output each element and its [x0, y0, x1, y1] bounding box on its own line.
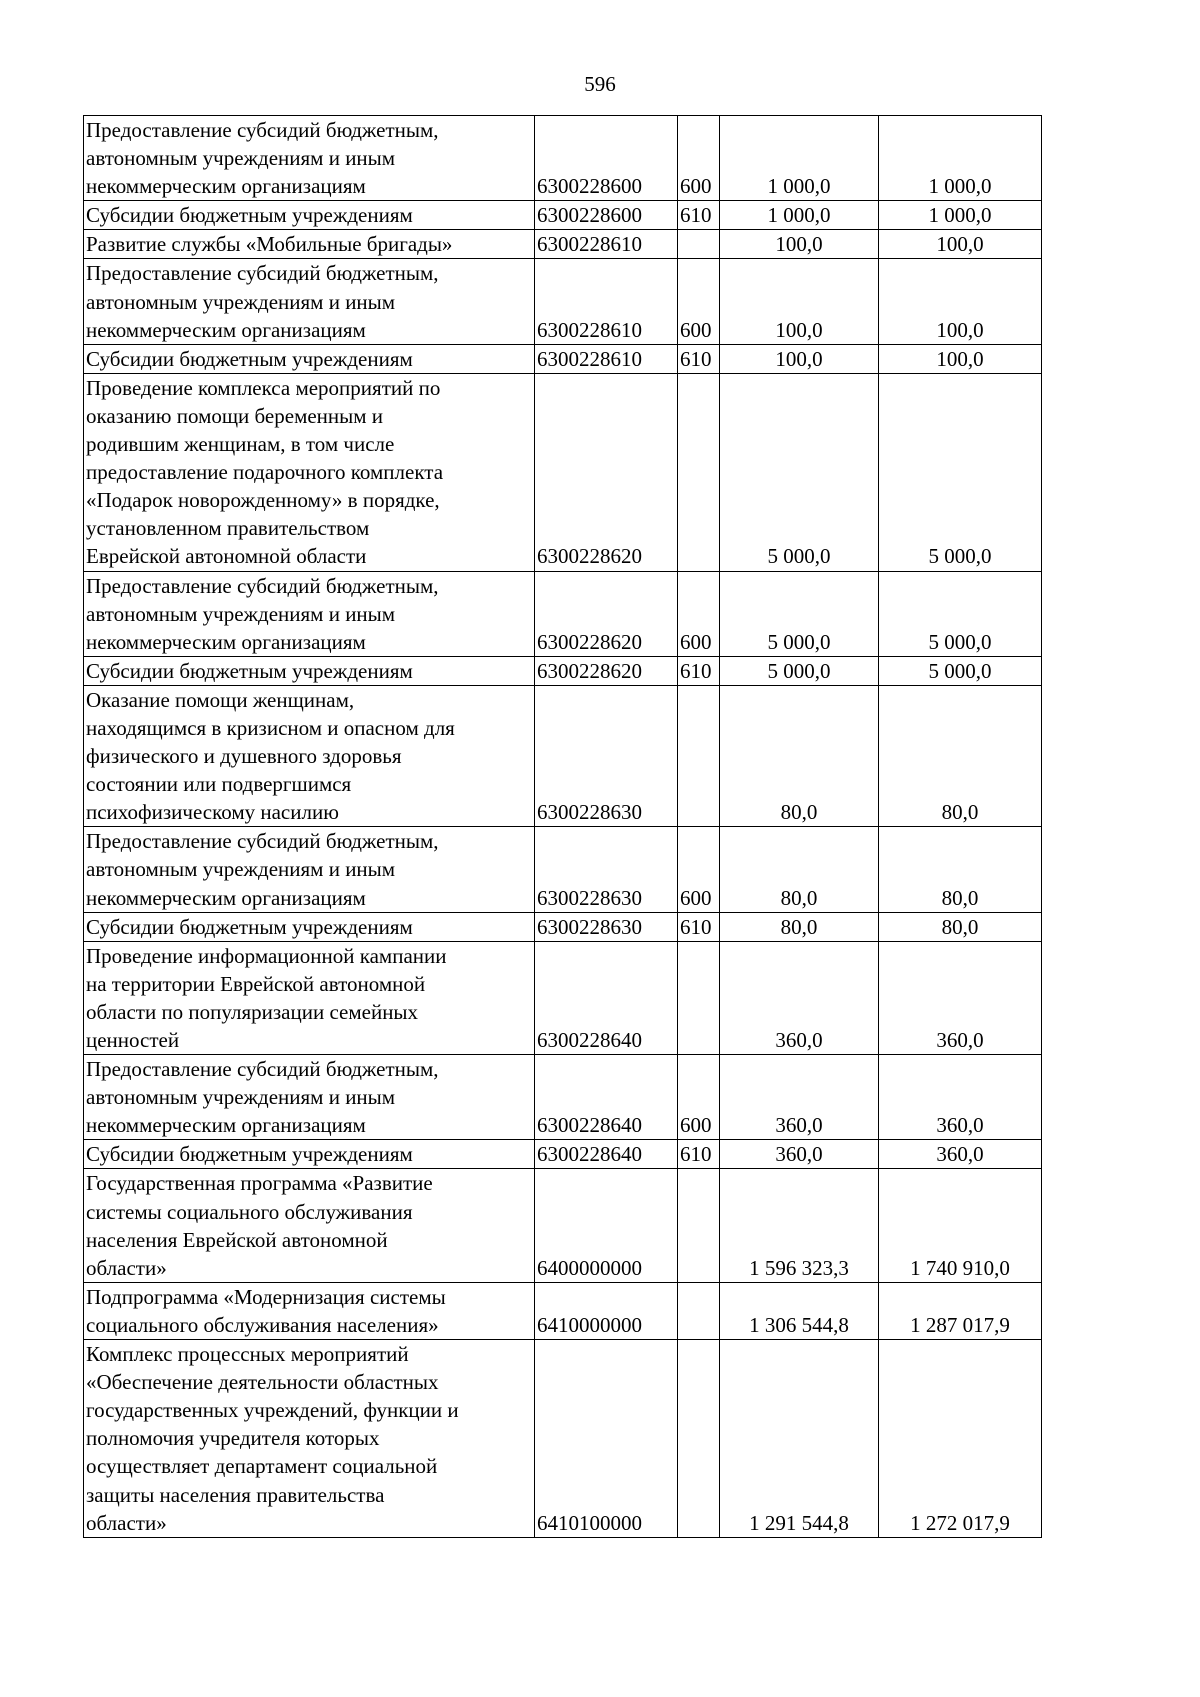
budget-table	[83, 115, 1042, 1538]
expense-name-line: защиты населения правительства	[86, 1482, 385, 1507]
expense-type-cell	[678, 373, 720, 571]
table-row	[84, 373, 1042, 571]
expense-name-line: Предоставление субсидий бюджетным,	[86, 829, 439, 854]
table-row	[84, 1140, 1042, 1169]
amount-year2-cell: 80,0	[879, 685, 1042, 826]
expense-name-line: «Подарок новорожденному» в порядке,	[86, 488, 440, 513]
expense-type-cell: 610	[678, 656, 720, 685]
expense-name-cell	[84, 1055, 535, 1140]
amount-year1-cell: 360,0	[720, 1140, 879, 1169]
expense-type-cell	[678, 685, 720, 826]
target-code-cell: 6400000000	[535, 1169, 678, 1282]
expense-name-cell	[84, 373, 535, 571]
amount-year1-cell: 100,0	[720, 344, 879, 373]
amount-year1-cell: 5 000,0	[720, 373, 879, 571]
expense-name-line: Субсидии бюджетным учреждениям	[86, 658, 413, 683]
amount-year2-cell: 80,0	[879, 912, 1042, 941]
expense-name-line: Субсидии бюджетным учреждениям	[86, 203, 413, 228]
amount-year1-cell: 1 596 323,3	[720, 1169, 879, 1282]
expense-name-line: состоянии или подвергшимся	[86, 772, 352, 797]
amount-year2-cell: 360,0	[879, 1055, 1042, 1140]
expense-name-line: Субсидии бюджетным учреждениям	[86, 914, 413, 939]
amount-year2-cell: 1 000,0	[879, 201, 1042, 230]
target-code-cell: 6300228620	[535, 571, 678, 656]
expense-type-cell: 600	[678, 827, 720, 912]
expense-name-cell	[84, 344, 535, 373]
amount-year1-cell: 1 291 544,8	[720, 1340, 879, 1538]
expense-name-line: «Обеспечение деятельности областных	[86, 1370, 439, 1395]
amount-year1-cell: 360,0	[720, 941, 879, 1054]
expense-type-cell	[678, 230, 720, 259]
expense-name-line: Еврейской автономной области	[86, 544, 367, 569]
amount-year2-cell: 1 740 910,0	[879, 1169, 1042, 1282]
amount-year1-cell: 5 000,0	[720, 571, 879, 656]
target-code-cell: 6300228640	[535, 941, 678, 1054]
budget-table-body	[84, 116, 1042, 1538]
amount-year1-cell: 1 000,0	[720, 201, 879, 230]
expense-name-line: полномочия учредителя которых	[86, 1426, 380, 1451]
expense-name-line: Проведение информационной кампании	[86, 943, 447, 968]
expense-name-line: на территории Еврейской автономной	[86, 971, 426, 996]
table-row	[84, 201, 1042, 230]
expense-type-cell: 600	[678, 116, 720, 201]
expense-name-line: автономным учреждениям и иным	[86, 146, 396, 171]
expense-name-line: области»	[86, 1255, 167, 1280]
target-code-cell: 6300228620	[535, 656, 678, 685]
target-code-cell: 6300228630	[535, 685, 678, 826]
target-code-cell: 6300228620	[535, 373, 678, 571]
amount-year1-cell: 1 000,0	[720, 116, 879, 201]
expense-name-line: Проведение комплекса мероприятий по	[86, 375, 441, 400]
expense-name-line: автономным учреждениям и иным	[86, 857, 396, 882]
expense-name-cell	[84, 116, 535, 201]
expense-name-cell	[84, 259, 535, 344]
expense-type-cell: 610	[678, 912, 720, 941]
expense-name-line: социального обслуживания населения»	[86, 1312, 439, 1337]
table-row	[84, 827, 1042, 912]
expense-name-line: населения Еврейской автономной	[86, 1227, 388, 1252]
expense-name-cell	[84, 1282, 535, 1339]
target-code-cell: 6300228610	[535, 344, 678, 373]
expense-name-cell	[84, 941, 535, 1054]
table-row	[84, 941, 1042, 1054]
expense-name-line: области по популяризации семейных	[86, 999, 419, 1024]
amount-year1-cell: 100,0	[720, 259, 879, 344]
table-row	[84, 230, 1042, 259]
target-code-cell: 6300228610	[535, 230, 678, 259]
table-row	[84, 571, 1042, 656]
expense-name-line: Подпрограмма «Модернизация системы	[86, 1284, 446, 1309]
table-row	[84, 116, 1042, 201]
table-row	[84, 656, 1042, 685]
amount-year1-cell: 80,0	[720, 685, 879, 826]
expense-name-line: предоставление подарочного комплекта	[86, 460, 444, 485]
amount-year2-cell: 1 272 017,9	[879, 1340, 1042, 1538]
table-row	[84, 1282, 1042, 1339]
table-row	[84, 1055, 1042, 1140]
amount-year1-cell: 5 000,0	[720, 656, 879, 685]
expense-name-line: автономным учреждениям и иным	[86, 1085, 396, 1110]
expense-name-line: некоммерческим организациям	[86, 1113, 366, 1138]
expense-name-line: Государственная программа «Развитие	[86, 1171, 433, 1196]
expense-name-line: государственных учреждений, функции и	[86, 1398, 459, 1423]
target-code-cell: 6300228600	[535, 116, 678, 201]
amount-year2-cell: 5 000,0	[879, 571, 1042, 656]
table-row	[84, 344, 1042, 373]
expense-name-line: области»	[86, 1510, 167, 1535]
expense-type-cell	[678, 1340, 720, 1538]
expense-name-line: установленном правительством	[86, 516, 370, 541]
amount-year2-cell: 80,0	[879, 827, 1042, 912]
amount-year2-cell: 5 000,0	[879, 373, 1042, 571]
amount-year2-cell: 360,0	[879, 941, 1042, 1054]
expense-name-line: некоммерческим организациям	[86, 885, 366, 910]
target-code-cell: 6300228630	[535, 827, 678, 912]
expense-name-line: Развитие службы «Мобильные бригады»	[86, 232, 453, 257]
expense-type-cell: 600	[678, 259, 720, 344]
expense-name-cell	[84, 571, 535, 656]
amount-year1-cell: 80,0	[720, 827, 879, 912]
expense-name-line: психофизическому насилию	[86, 800, 339, 825]
target-code-cell: 6300228600	[535, 201, 678, 230]
expense-type-cell	[678, 1282, 720, 1339]
expense-name-line: Предоставление субсидий бюджетным,	[86, 261, 439, 286]
expense-name-line: родившим женщинам, в том числе	[86, 432, 395, 457]
amount-year2-cell: 100,0	[879, 230, 1042, 259]
expense-name-cell	[84, 685, 535, 826]
expense-name-line: Комплекс процессных мероприятий	[86, 1342, 409, 1367]
expense-name-line: некоммерческим организациям	[86, 629, 366, 654]
target-code-cell: 6410100000	[535, 1340, 678, 1538]
target-code-cell: 6410000000	[535, 1282, 678, 1339]
expense-type-cell: 610	[678, 201, 720, 230]
expense-name-line: осуществляет департамент социальной	[86, 1454, 438, 1479]
expense-name-line: автономным учреждениям и иным	[86, 601, 396, 626]
amount-year1-cell: 1 306 544,8	[720, 1282, 879, 1339]
expense-type-cell: 610	[678, 1140, 720, 1169]
expense-type-cell: 610	[678, 344, 720, 373]
expense-name-line: Предоставление субсидий бюджетным,	[86, 573, 439, 598]
expense-name-line: физического и душевного здоровья	[86, 744, 402, 769]
amount-year2-cell: 5 000,0	[879, 656, 1042, 685]
target-code-cell: 6300228610	[535, 259, 678, 344]
expense-name-cell	[84, 656, 535, 685]
expense-name-line: находящимся в кризисном и опасном для	[86, 715, 455, 740]
page-number: 596	[584, 72, 616, 96]
expense-name-cell	[84, 1140, 535, 1169]
target-code-cell: 6300228640	[535, 1140, 678, 1169]
expense-name-line: некоммерческим организациям	[86, 174, 366, 199]
expense-name-line: Субсидии бюджетным учреждениям	[86, 346, 413, 371]
amount-year2-cell: 100,0	[879, 344, 1042, 373]
table-row	[84, 912, 1042, 941]
expense-name-line: системы социального обслуживания	[86, 1199, 413, 1224]
expense-name-line: Субсидии бюджетным учреждениям	[86, 1142, 413, 1167]
expense-name-line: Оказание помощи женщинам,	[86, 687, 355, 712]
expense-name-line: некоммерческим организациям	[86, 317, 366, 342]
expense-name-cell	[84, 230, 535, 259]
amount-year2-cell: 1 000,0	[879, 116, 1042, 201]
amount-year2-cell: 1 287 017,9	[879, 1282, 1042, 1339]
amount-year2-cell: 100,0	[879, 259, 1042, 344]
expense-name-cell	[84, 1169, 535, 1282]
expense-name-line: Предоставление субсидий бюджетным,	[86, 1057, 439, 1082]
table-row	[84, 1169, 1042, 1282]
expense-type-cell	[678, 1169, 720, 1282]
expense-type-cell	[678, 941, 720, 1054]
expense-name-cell	[84, 827, 535, 912]
amount-year2-cell: 360,0	[879, 1140, 1042, 1169]
table-row	[84, 259, 1042, 344]
amount-year1-cell: 80,0	[720, 912, 879, 941]
expense-name-cell	[84, 912, 535, 941]
expense-name-line: автономным учреждениям и иным	[86, 289, 396, 314]
expense-name-line: Предоставление субсидий бюджетным,	[86, 118, 439, 142]
table-row	[84, 685, 1042, 826]
amount-year1-cell: 360,0	[720, 1055, 879, 1140]
expense-name-cell	[84, 201, 535, 230]
expense-type-cell: 600	[678, 1055, 720, 1140]
target-code-cell: 6300228640	[535, 1055, 678, 1140]
expense-name-line: оказанию помощи беременным и	[86, 403, 384, 428]
table-row	[84, 1340, 1042, 1538]
expense-name-cell	[84, 1340, 535, 1538]
amount-year1-cell: 100,0	[720, 230, 879, 259]
expense-type-cell: 600	[678, 571, 720, 656]
expense-name-line: ценностей	[86, 1028, 180, 1052]
target-code-cell: 6300228630	[535, 912, 678, 941]
